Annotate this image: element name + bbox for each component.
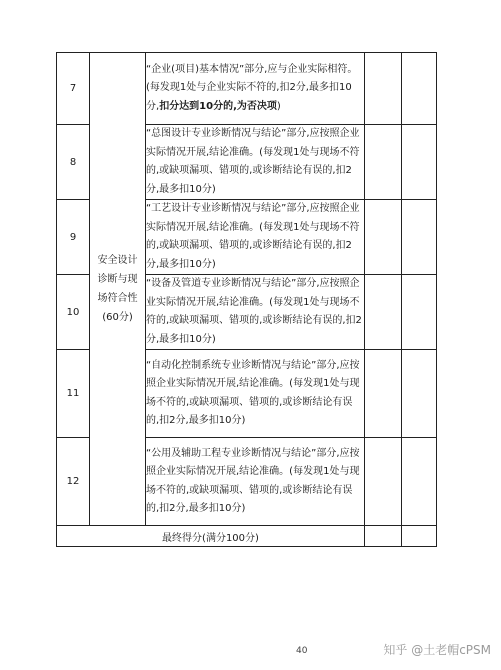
criteria-text-tail: ) <box>276 100 281 112</box>
score-cell <box>365 125 402 200</box>
final-score-cell <box>365 526 402 547</box>
remark-cell <box>402 125 437 200</box>
score-cell <box>365 53 402 125</box>
row-number: 7 <box>57 53 90 125</box>
score-cell <box>365 275 402 350</box>
page-number: 40 <box>296 646 308 656</box>
final-score-row <box>57 526 437 547</box>
final-remark-cell <box>402 526 437 547</box>
criteria-veto-text: 扣分达到10分的,为否决项 <box>159 100 277 112</box>
watermark: 知乎 @土老帽cPSM <box>383 643 491 657</box>
category-line: (60分) <box>102 312 133 323</box>
row-number: 10 <box>57 275 90 350</box>
category-line: 场符合性 <box>97 293 138 304</box>
remark-cell <box>402 350 437 438</box>
row-number: 11 <box>57 350 90 438</box>
scoring-table <box>56 52 437 547</box>
criteria-text: “公用及辅助工程专业诊断情况与结论”部分,应按照企业实际情况开展,结论准确。(每发现1处与现场不符的,或缺项漏项、错项的,或诊断结论有误的,扣2分,最多扣10分) <box>146 438 365 526</box>
remark-cell <box>402 275 437 350</box>
criteria-text: “工艺设计专业诊断情况与结论”部分,应按照企业实际情况开展,结论准确。(每发现1处与现场不符的,或缺项漏项、错项的,或诊断结论有误的,扣2分,最多扣10分) <box>146 200 365 275</box>
criteria-text: “设备及管道专业诊断情况与结论”部分,应按照企业实际情况开展,结论准确。(每发现1处与现场不符的,或缺项漏项、错项的,或诊断结论有误的,扣2分,最多扣10分) <box>146 275 365 350</box>
category-cell <box>90 53 146 526</box>
criteria-text: “自动化控制系统专业诊断情况与结论”部分,应按照企业实际情况开展,结论准确。(每发现1处与现场不符的,或缺项漏项、错项的,或诊断结论有误的,扣2分,最多扣10分) <box>146 350 365 438</box>
score-cell <box>365 350 402 438</box>
criteria-text <box>146 53 365 125</box>
category-line: 安全设计 <box>97 255 138 266</box>
row-number: 12 <box>57 438 90 526</box>
criteria-text: “总图设计专业诊断情况与结论”部分,应按照企业实际情况开展,结论准确。(每发现1处与现场不符的,或缺项漏项、错项的,或诊断结论有误的,扣2分,最多扣10分) <box>146 125 365 200</box>
remark-cell <box>402 438 437 526</box>
remark-cell <box>402 200 437 275</box>
remark-cell <box>402 53 437 125</box>
criteria-text-main: “企业(项目)基本情况”部分,应与企业实际相符。(每发现1处与企业实际不符的,扣2分,最多扣10分, <box>146 63 358 112</box>
row-number: 9 <box>57 200 90 275</box>
table-row <box>57 53 437 125</box>
final-score-label: 最终得分(满分100分) <box>57 526 365 547</box>
score-cell <box>365 438 402 526</box>
score-cell <box>365 200 402 275</box>
row-number: 8 <box>57 125 90 200</box>
category-line: 诊断与现 <box>97 274 138 285</box>
